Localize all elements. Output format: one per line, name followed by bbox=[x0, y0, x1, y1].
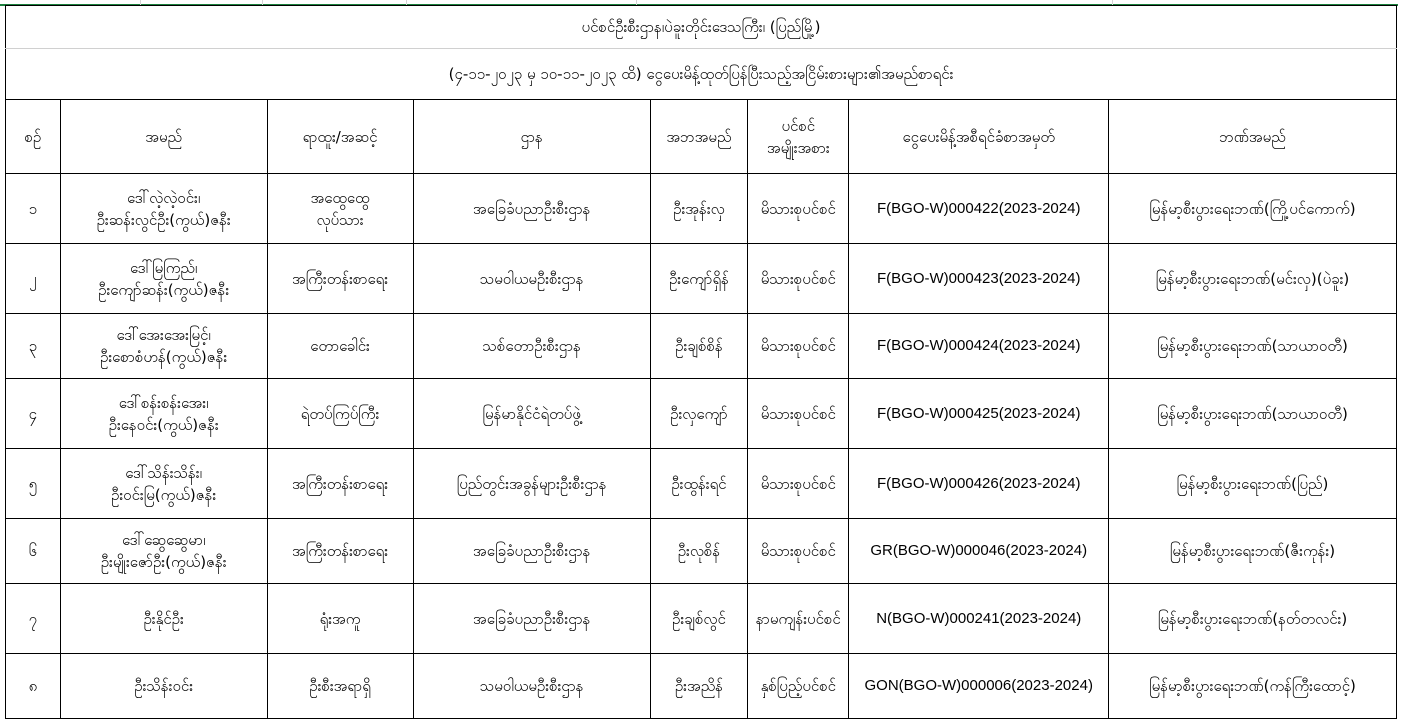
subtitle-row bbox=[6, 49, 1397, 100]
retiree-list-table bbox=[5, 5, 1397, 719]
cell-bank: မြန်မာ့စီးပွားရေးဘဏ်(ကန်ကြီးထောင့်) bbox=[1109, 654, 1397, 719]
cell-no: ၃ bbox=[6, 314, 61, 379]
cell-name: ဦးသိန်းဝင်း bbox=[60, 654, 267, 719]
cell-name bbox=[60, 519, 267, 584]
name-line1: ဒေါ်သိန်းသိန်း၊ bbox=[125, 463, 202, 482]
cell-rank: ရုံးအကူ bbox=[267, 584, 413, 654]
document-subtitle: (၄-၁၁-၂၀၂၃ မှ ၁၀-၁၁-၂၀၂၃ ထိ) ငွေပေးမိန့်ထုတ်ပြန်ပြီးသည့်အငြိမ်းစားများ၏အမည်စာရင်း bbox=[6, 49, 1397, 100]
cell-bank: မြန်မာ့စီးပွားရေးဘဏ်(မင်းလှ)(ပဲခူး) bbox=[1109, 244, 1397, 314]
cell-license-no: F(BGO-W)000424(2023-2024) bbox=[849, 314, 1109, 379]
cell-license-no: F(BGO-W)000423(2023-2024) bbox=[849, 244, 1109, 314]
cell-license-no: F(BGO-W)000425(2023-2024) bbox=[849, 379, 1109, 449]
name-line1: ဒေါ်စန်းစန်းအေး၊ bbox=[118, 393, 209, 412]
cell-father: ဦးထွန်းရင် bbox=[650, 449, 747, 519]
cell-license-no: N(BGO-W)000241(2023-2024) bbox=[849, 584, 1109, 654]
cell-department: အခြေခံပညာဦးစီးဌာန bbox=[413, 174, 650, 244]
cell-no: ၄ bbox=[6, 379, 61, 449]
header-bank: ဘဏ်အမည် bbox=[1109, 100, 1397, 174]
cell-pension-type: မိသားစုပင်စင် bbox=[748, 519, 849, 584]
table-row bbox=[6, 379, 1397, 449]
cell-father: ဦးအုန်းလှ bbox=[650, 174, 747, 244]
table-row bbox=[6, 174, 1397, 244]
cell-name bbox=[60, 379, 267, 449]
cell-no: ၇ bbox=[6, 584, 61, 654]
cell-name bbox=[60, 314, 267, 379]
header-rank: ရာထူး/အဆင့် bbox=[267, 100, 413, 174]
cell-name bbox=[60, 244, 267, 314]
table-row bbox=[6, 244, 1397, 314]
name-line1: ဒေါ်မြကြည်၊ bbox=[129, 258, 198, 277]
cell-name bbox=[60, 174, 267, 244]
header-pension-type-line1: ပင်စင် bbox=[781, 116, 816, 135]
cell-pension-type: မိသားစုပင်စင် bbox=[748, 379, 849, 449]
cell-name: ဦးနိုင်ဦး bbox=[60, 584, 267, 654]
cell-rank: အကြီးတန်းစာရေး bbox=[267, 449, 413, 519]
cell-rank: တောခေါင်း bbox=[267, 314, 413, 379]
cell-pension-type: နာမကျန်းပင်စင် bbox=[748, 584, 849, 654]
cell-bank: မြန်မာ့စီးပွားရေးဘဏ်(ဇီးကုန်း) bbox=[1109, 519, 1397, 584]
table-row bbox=[6, 519, 1397, 584]
cell-pension-type: နှစ်ပြည့်ပင်စင် bbox=[748, 654, 849, 719]
cell-father: ဦးချစ်လွင် bbox=[650, 584, 747, 654]
cell-no: ၁ bbox=[6, 174, 61, 244]
cell-license-no: F(BGO-W)000422(2023-2024) bbox=[849, 174, 1109, 244]
cell-father: ဦးလုစိန် bbox=[650, 519, 747, 584]
cell-bank: မြန်မာ့စီးပွားရေးဘဏ်(သာယာဝတီ) bbox=[1109, 379, 1397, 449]
table-row bbox=[6, 314, 1397, 379]
header-department: ဌာန bbox=[413, 100, 650, 174]
header-name: အမည် bbox=[60, 100, 267, 174]
cell-no: ၈ bbox=[6, 654, 61, 719]
name-line1: ဒေါ်လဲ့လဲ့ဝင်း၊ bbox=[127, 188, 201, 207]
cell-pension-type: မိသားစုပင်စင် bbox=[748, 174, 849, 244]
name-line1: ဒေါ်ဆွေဆွေမာ၊ bbox=[121, 531, 206, 549]
cell-license-no: F(BGO-W)000426(2023-2024) bbox=[849, 449, 1109, 519]
cell-department: သမဝါယမဦးစီးဌာန bbox=[413, 244, 650, 314]
rank-line2: လုပ်သား bbox=[316, 210, 364, 229]
header-pension-type bbox=[748, 100, 849, 174]
name-line2: ဦးဝင်းမြ(ကွယ်)ဇနီး bbox=[111, 485, 217, 504]
rank-line1: အထွေထွေ bbox=[310, 188, 370, 207]
cell-pension-type: မိသားစုပင်စင် bbox=[748, 449, 849, 519]
name-line2: ဦးဆန်းလွင်ဦး(ကွယ်)ဇနီး bbox=[96, 210, 231, 229]
name-line2: ဦးနေဝင်း(ကွယ်)ဇနီး bbox=[108, 415, 219, 434]
name-line1: ဒေါ်အေးအေးမြင့်၊ bbox=[116, 326, 211, 344]
cell-rank: အကြီးတန်းစာရေး bbox=[267, 519, 413, 584]
table-row bbox=[6, 584, 1397, 654]
cell-rank: ရဲတပ်ကြပ်ကြီး bbox=[267, 379, 413, 449]
cell-rank bbox=[267, 174, 413, 244]
cell-no: ၅ bbox=[6, 449, 61, 519]
cell-rank: ဦးစီးအရာရှိ bbox=[267, 654, 413, 719]
cell-department: သမဝါယမဦးစီးဌာန bbox=[413, 654, 650, 719]
name-line2: ဦးမျိုးဇော်ဦး(ကွယ်)ဇနီး bbox=[100, 553, 227, 571]
cell-father: ဦးအညိန် bbox=[650, 654, 747, 719]
name-line2: ဦးစောစံဟန်(ကွယ်)ဇနီး bbox=[100, 348, 228, 366]
document-title: ပင်စင်ဦးစီးဌာန၊ပဲခူးတိုင်းဒေသကြီး၊ (ပြည်မြို့) bbox=[6, 6, 1397, 49]
title-row bbox=[6, 6, 1397, 49]
cell-name bbox=[60, 449, 267, 519]
cell-father: ဦးလှကျော် bbox=[650, 379, 747, 449]
cell-pension-type: မိသားစုပင်စင် bbox=[748, 244, 849, 314]
cell-department: မြန်မာနိုင်ငံရဲတပ်ဖွဲ့ bbox=[413, 379, 650, 449]
cell-father: ဦးချစ်စိန် bbox=[650, 314, 747, 379]
cell-father: ဦးကျော်ရှိန် bbox=[650, 244, 747, 314]
header-row bbox=[6, 100, 1397, 174]
cell-department: သစ်တောဦးစီးဌာန bbox=[413, 314, 650, 379]
cell-no: ၂ bbox=[6, 244, 61, 314]
name-line2: ဦးကျော်ဆန်း(ကွယ်)ဇနီး bbox=[98, 280, 230, 299]
table-row bbox=[6, 449, 1397, 519]
header-no: စဉ် bbox=[6, 100, 61, 174]
cell-license-no: GON(BGO-W)000006(2023-2024) bbox=[849, 654, 1109, 719]
cell-no: ၆ bbox=[6, 519, 61, 584]
table-row bbox=[6, 654, 1397, 719]
header-pension-type-line2: အမျိုးအစား bbox=[766, 138, 830, 157]
header-license-no: ငွေပေးမိန့်အစီရင်ခံစာအမှတ် bbox=[849, 100, 1109, 174]
cell-rank: အကြီးတန်းစာရေး bbox=[267, 244, 413, 314]
cell-pension-type: မိသားစုပင်စင် bbox=[748, 314, 849, 379]
cell-bank: မြန်မာ့စီးပွားရေးဘဏ်(သာယာဝတီ) bbox=[1109, 314, 1397, 379]
cell-department: ပြည်တွင်းအခွန်များဦးစီးဌာန bbox=[413, 449, 650, 519]
cell-department: အခြေခံပညာဦးစီးဌာန bbox=[413, 519, 650, 584]
cell-bank: မြန်မာ့စီးပွားရေးဘဏ်(ပြည်) bbox=[1109, 449, 1397, 519]
cell-license-no: GR(BGO-W)000046(2023-2024) bbox=[849, 519, 1109, 584]
cell-department: အခြေခံပညာဦးစီးဌာန bbox=[413, 584, 650, 654]
cell-bank: မြန်မာ့စီးပွားရေးဘဏ်(နတ်တလင်း) bbox=[1109, 584, 1397, 654]
header-father: အဘအမည် bbox=[650, 100, 747, 174]
cell-bank: မြန်မာ့စီးပွားရေးဘဏ်(ကြို့ပင်ကောက်) bbox=[1109, 174, 1397, 244]
